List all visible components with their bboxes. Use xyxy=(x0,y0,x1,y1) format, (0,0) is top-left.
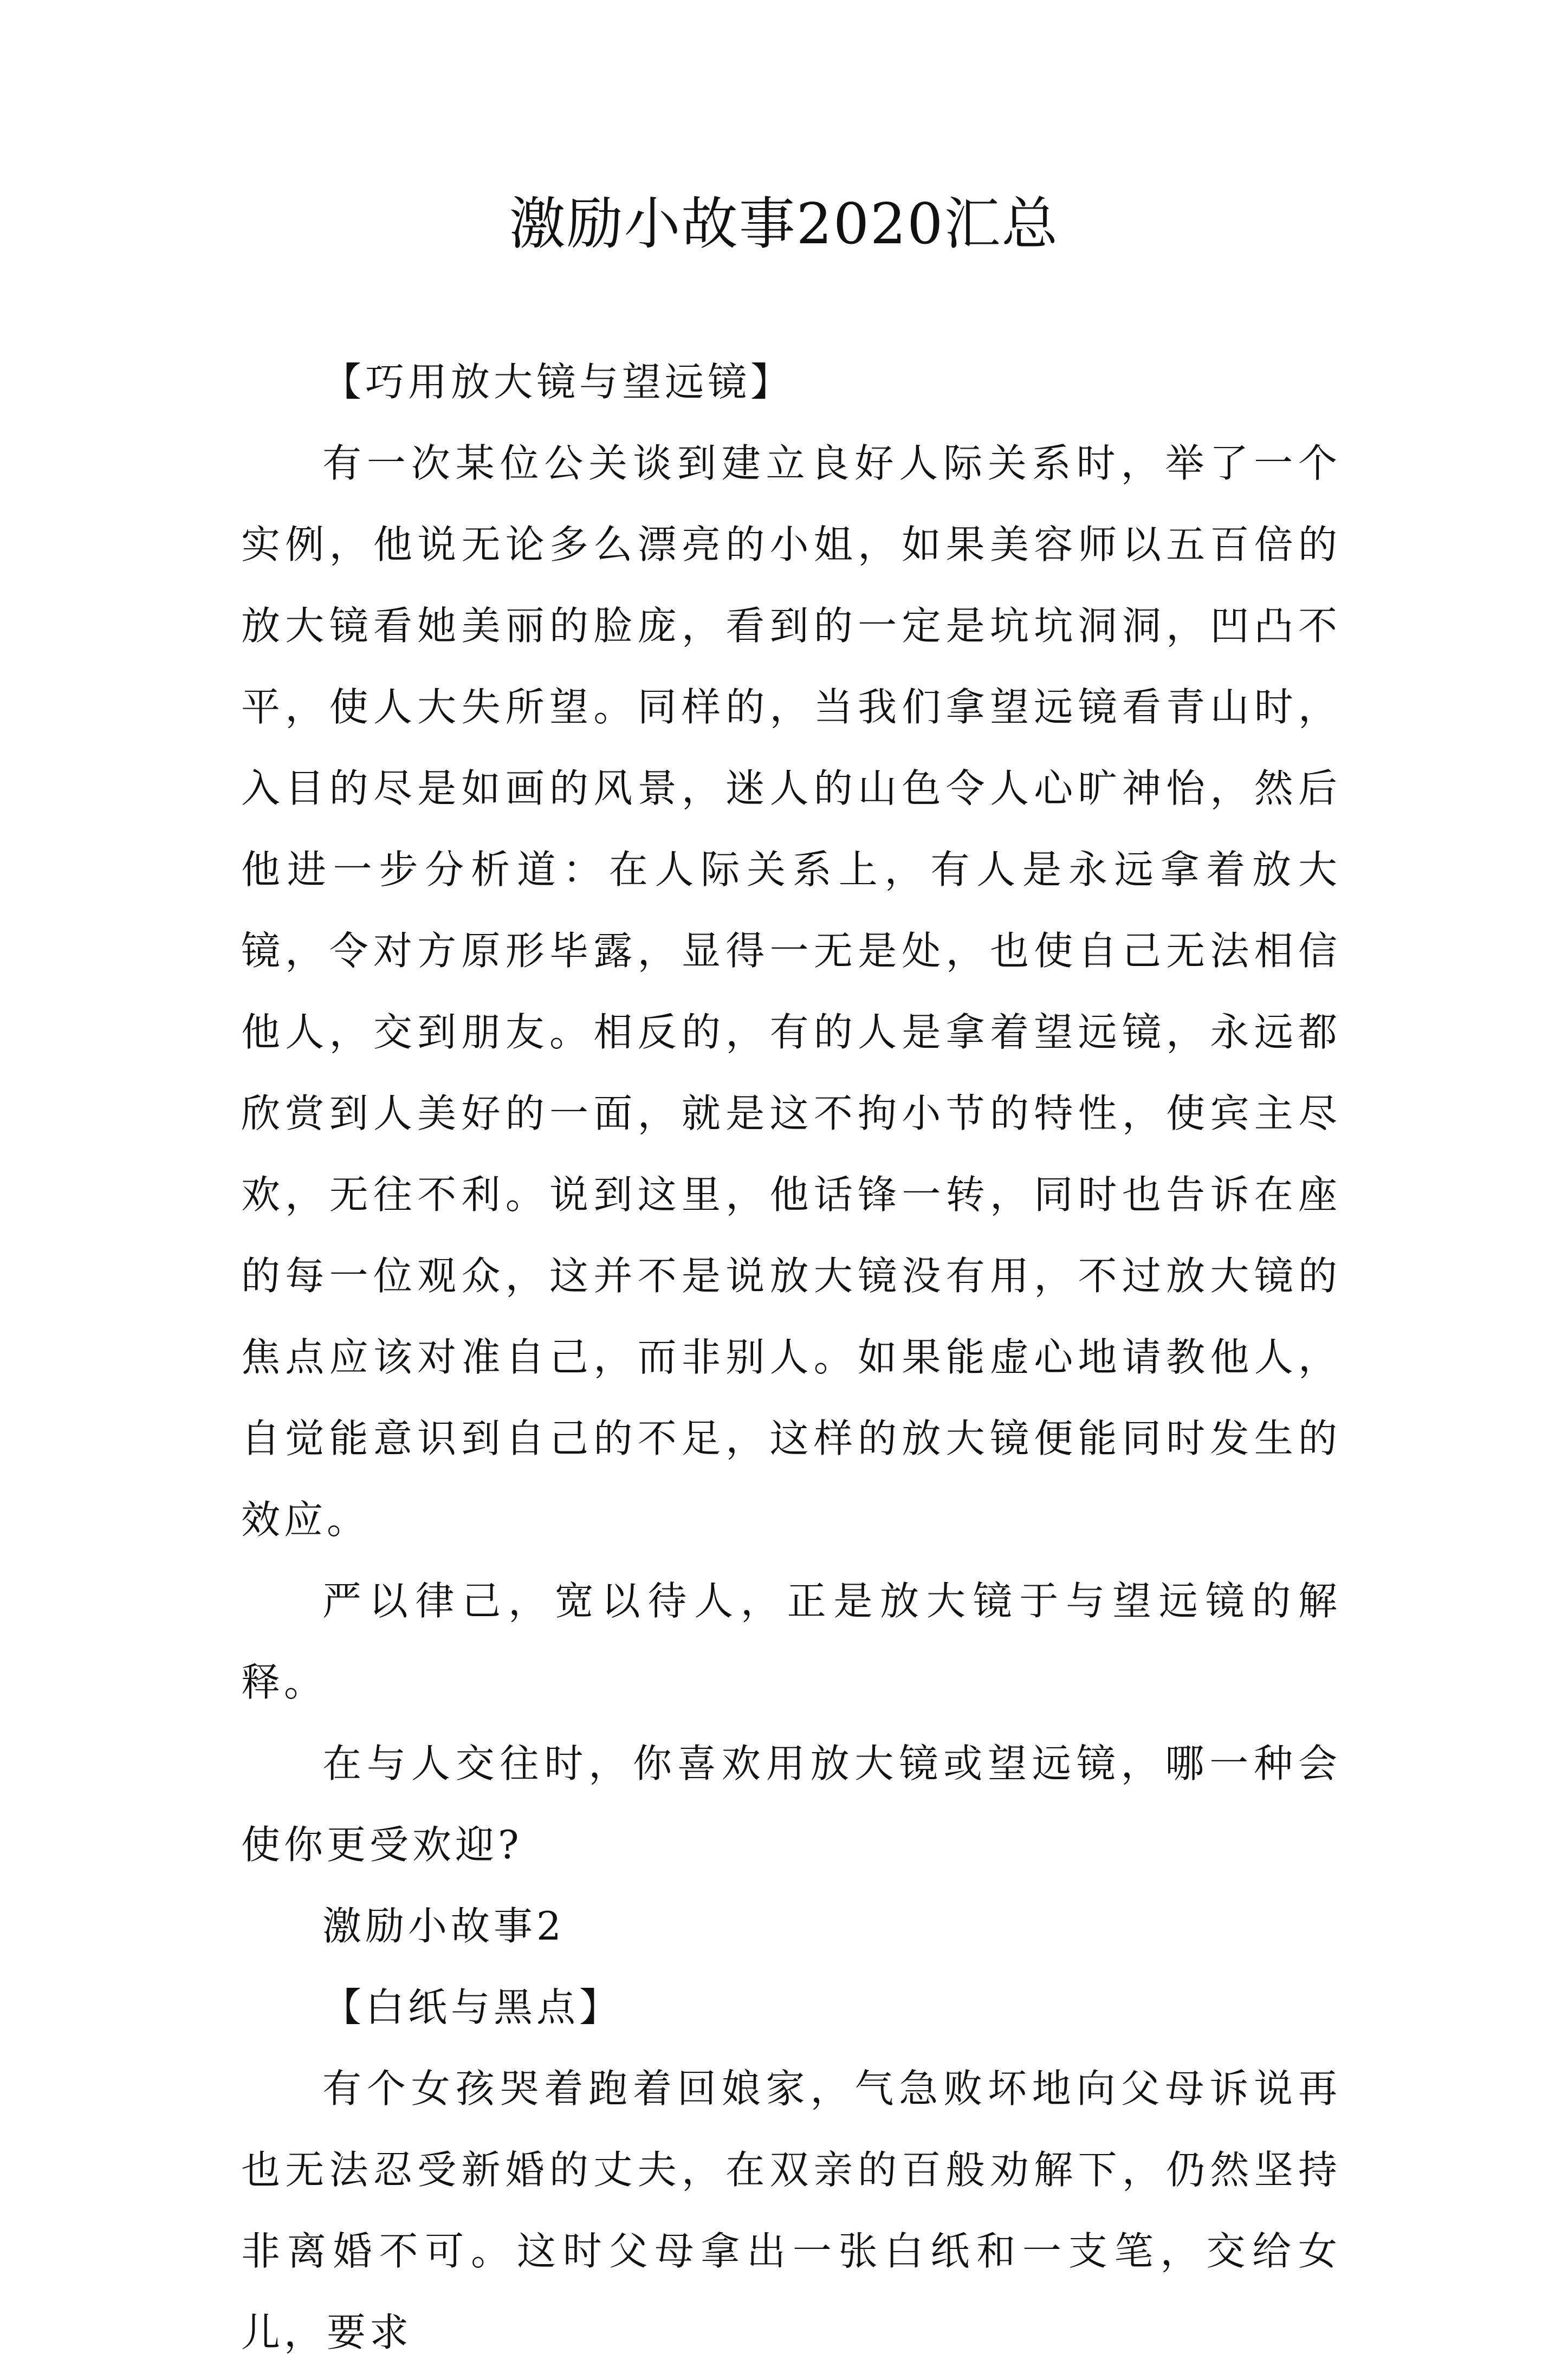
story-paragraph: 有一次某位公关谈到建立良好人际关系时，举了一个实例，他说无论多么漂亮的小姐，如果美容师以五百倍的放大镜看她美丽的脸庞，看到的一定是坑坑洞洞，凹凸不平，使人大失所望。同样的，当我们拿望远镜看青山时，入目的尽是如画的风景，迷人的山色令人心旷神怡，然后他进一步分析道：在人际关系上，有人是永远拿着放大镜，令对方原形毕露，显得一无是处，也使自己无法相信他人，交到朋友。相反的，有的人是拿着望远镜，永远都欣赏到人美好的一面，就是这不拘小节的特性，使宾主尽欢，无往不利。说到这里，他话锋一转，同时也告诉在座的每一位观众，这并不是说放大镜没有用，不过放大镜的焦点应该对准自己，而非别人。如果能虚心地请教他人，自觉能意识到自己的不足，这样的放大镜便能同时发生的效应。 xyxy=(241,440,1341,1542)
story-heading-magnifier: 【巧用放大镜与望远镜】 xyxy=(322,359,794,405)
document-body xyxy=(241,341,1341,2373)
story-paragraph: 在与人交往时，你喜欢用放大镜或望远镜，哪一种会使你更受欢迎? xyxy=(241,1741,1341,1868)
story-paragraph: 严以律己，宽以待人，正是放大镜于与望远镜的解释。 xyxy=(241,1578,1341,1705)
story-number-label: 激励小故事2 xyxy=(322,1903,565,1949)
story-paragraph: 有个女孩哭着跑着回娘家，气急败坏地向父母诉说再也无法忍受新婚的丈夫，在双亲的百般劝解下，仍然坚持非离婚不可。这时父母拿出一张白纸和一支笔，交给女儿，要求 xyxy=(241,2066,1341,2355)
document-title: 激励小故事2020汇总 xyxy=(509,191,1059,257)
story-heading-white-paper: 【白纸与黑点】 xyxy=(322,1985,623,2030)
